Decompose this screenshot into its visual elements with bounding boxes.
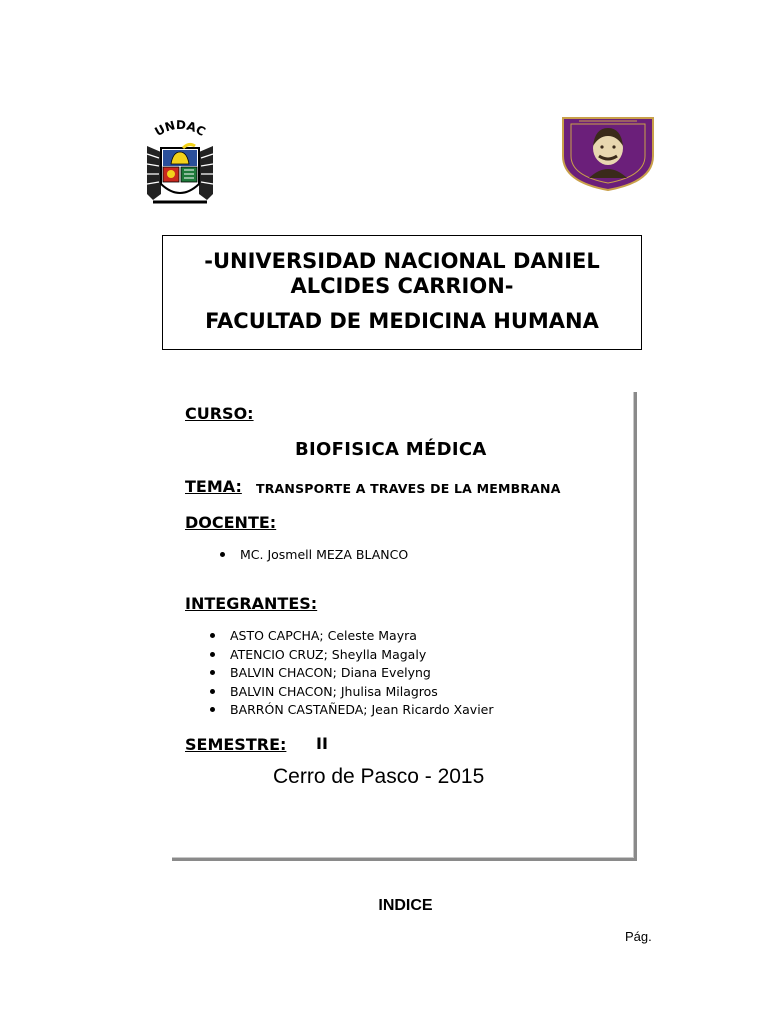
undac-logo-text: UNDAC xyxy=(152,118,208,139)
semester-value: II xyxy=(316,734,328,753)
course-label: CURSO: xyxy=(185,404,254,423)
member-name: BALVIN CHACON; Jhulisa Milagros xyxy=(230,683,438,699)
bullet-icon xyxy=(210,707,215,712)
list-item xyxy=(210,701,494,720)
list-item xyxy=(210,646,494,665)
members-list xyxy=(210,627,494,720)
list-item xyxy=(220,546,408,565)
bullet-icon xyxy=(210,689,215,694)
topic-value: TRANSPORTE A TRAVES DE LA MEMBRANA xyxy=(256,481,561,496)
list-item xyxy=(210,627,494,646)
members-label: INTEGRANTES: xyxy=(185,594,318,613)
course-value: BIOFISICA MÉDICA xyxy=(295,439,487,460)
bullet-icon xyxy=(210,652,215,657)
member-name: BARRÓN CASTAÑEDA; Jean Ricardo Xavier xyxy=(230,702,494,717)
title-box xyxy=(162,235,642,350)
member-name: ATENCIO CRUZ; Sheylla Magaly xyxy=(230,646,427,662)
list-item xyxy=(210,664,494,683)
index-title: INDICE xyxy=(378,897,433,914)
faculty-name: FACULTAD DE MEDICINA HUMANA xyxy=(205,309,599,333)
member-name: BALVIN CHACON; Diana Evelyng xyxy=(230,665,431,680)
bullet-icon xyxy=(220,552,225,557)
svg-text:UNDAC xyxy=(152,118,208,139)
university-name: -UNIVERSIDAD NACIONAL DANIEL ALCIDES CARRION- xyxy=(204,249,600,298)
bullet-icon xyxy=(210,633,215,638)
location-year: Cerro de Pasco - 2015 xyxy=(273,765,485,788)
medicine-faculty-logo xyxy=(555,112,661,192)
teacher-list xyxy=(220,546,408,565)
bullet-icon xyxy=(210,670,215,675)
teacher-label: DOCENTE: xyxy=(185,513,277,532)
undac-logo xyxy=(143,118,217,206)
list-item xyxy=(210,683,494,702)
topic-label: TEMA: xyxy=(185,477,242,496)
teacher-name: MC. Josmell MEZA BLANCO xyxy=(240,547,409,562)
member-name: ASTO CAPCHA; Celeste Mayra xyxy=(230,628,417,643)
semester-label: SEMESTRE: xyxy=(185,735,287,754)
page-column-label: Pág. xyxy=(625,929,652,944)
